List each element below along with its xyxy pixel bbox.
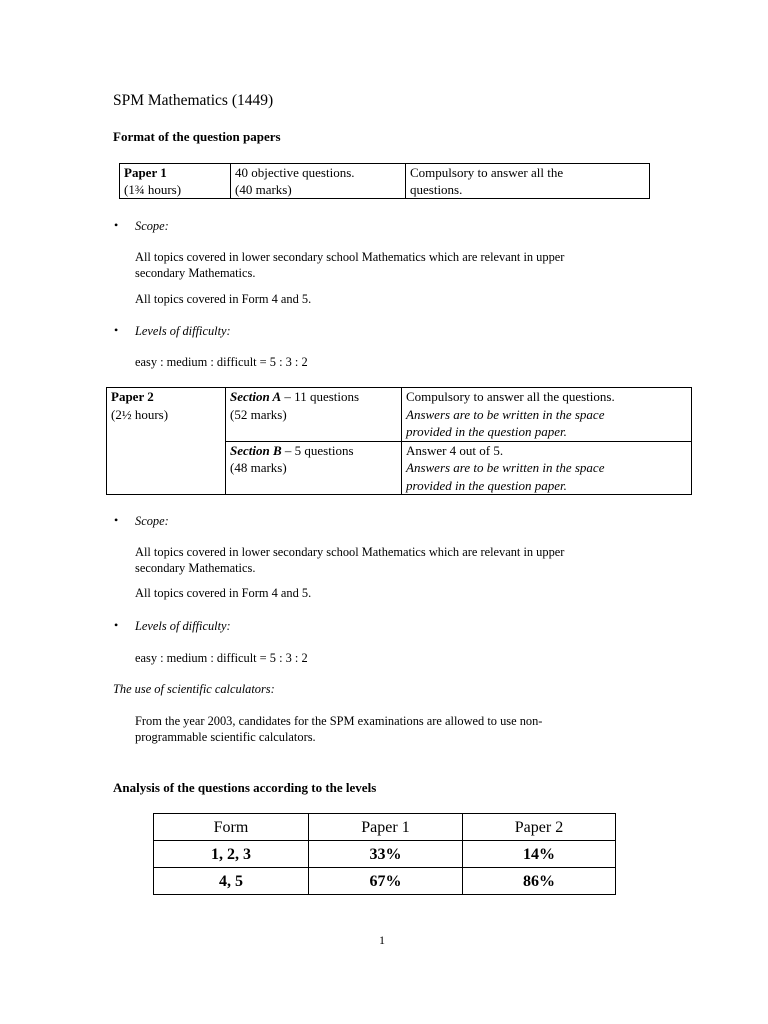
paper1-note-line2: questions.	[410, 182, 463, 197]
bullet-icon: •	[114, 218, 119, 232]
format-heading: Format of the question papers	[113, 129, 281, 144]
section-b-marks: (48 marks)	[230, 460, 287, 475]
section-a-label: Section A	[230, 389, 282, 404]
section-b-note2: Answers are to be written in the space	[406, 460, 605, 475]
section-a-note3: provided in the question paper.	[406, 424, 567, 439]
section-b-note1: Answer 4 out of 5.	[406, 442, 504, 458]
table-row	[154, 868, 616, 895]
scope-2-line2: secondary Mathematics.	[135, 561, 256, 575]
paper1-questions: 40 objective questions.	[235, 165, 355, 180]
page-number: 1	[379, 933, 385, 947]
section-a-questions: – 11 questions	[281, 389, 360, 404]
section-a-note2: Answers are to be written in the space	[406, 406, 605, 422]
page-title: SPM Mathematics (1449)	[113, 92, 274, 109]
scope-2-line1: All topics covered in lower secondary school Mathematics which are relevant in upper	[135, 545, 565, 559]
section-b-note3: provided in the question paper.	[406, 477, 567, 493]
paper1-name: Paper 1	[124, 165, 167, 180]
paper1-questions-cell	[231, 164, 406, 199]
analysis-form-cell: 1, 2, 3	[154, 841, 309, 868]
scope-1-line1: All topics covered in lower secondary school Mathematics which are relevant in upper	[135, 250, 565, 264]
scope-label-2: Scope:	[135, 514, 169, 528]
paper2-table	[106, 387, 692, 495]
paper1-note-line1: Compulsory to answer all the	[410, 165, 564, 180]
bullet-icon: •	[114, 513, 119, 527]
analysis-header-cell: Form	[154, 814, 309, 841]
bullet-icon: •	[114, 323, 119, 337]
analysis-paper1-cell: 67%	[309, 868, 463, 895]
analysis-paper2-cell: 14%	[463, 841, 616, 868]
analysis-table	[153, 813, 616, 895]
paper1-note-cell	[406, 164, 650, 199]
analysis-heading: Analysis of the questions according to the levels	[113, 780, 377, 795]
calculator-line2: programmable scientific calculators.	[135, 730, 316, 744]
difficulty-label-2: Levels of difficulty:	[135, 619, 231, 633]
section-a-title	[230, 388, 397, 406]
difficulty-ratio-2: easy : medium : difficult = 5 : 3 : 2	[135, 651, 308, 665]
difficulty-label-1: Levels of difficulty:	[135, 324, 231, 338]
difficulty-ratio-1: easy : medium : difficult = 5 : 3 : 2	[135, 355, 308, 369]
paper1-table	[119, 163, 650, 199]
analysis-form-cell: 4, 5	[154, 868, 309, 895]
section-b-cell	[226, 441, 402, 495]
scope-1-line3: All topics covered in Form 4 and 5.	[135, 292, 312, 306]
scope-1-line2: secondary Mathematics.	[135, 266, 256, 280]
calculator-line1: From the year 2003, candidates for the SPM examinations are allowed to use non-	[135, 714, 543, 728]
scope-2-line3: All topics covered in Form 4 and 5.	[135, 586, 312, 600]
section-b-note-cell	[402, 441, 692, 495]
calculator-heading: The use of scientific calculators:	[113, 682, 275, 696]
analysis-header-cell: Paper 2	[463, 814, 616, 841]
section-a-marks: (52 marks)	[230, 406, 287, 422]
analysis-paper1-cell: 33%	[309, 841, 463, 868]
paper1-marks: (40 marks)	[235, 182, 292, 197]
section-b-questions: – 5 questions	[281, 442, 354, 458]
paper1-duration: (1¾ hours)	[124, 182, 182, 197]
section-a-note1: Compulsory to answer all the questions.	[406, 389, 615, 404]
paper1-name-cell	[120, 164, 231, 199]
analysis-paper2-cell: 86%	[463, 868, 616, 895]
section-a-note-cell	[402, 388, 692, 442]
paper2-name-cell	[107, 388, 226, 495]
section-b-title	[230, 442, 397, 460]
scope-label-1: Scope:	[135, 219, 169, 233]
analysis-header-cell: Paper 1	[309, 814, 463, 841]
section-a-cell	[226, 388, 402, 442]
paper2-name: Paper 2	[111, 389, 154, 404]
table-row	[154, 841, 616, 868]
analysis-header-row	[154, 814, 616, 841]
section-b-label: Section B	[230, 442, 282, 458]
paper2-duration: (2½ hours)	[111, 406, 169, 422]
bullet-icon: •	[114, 618, 119, 632]
